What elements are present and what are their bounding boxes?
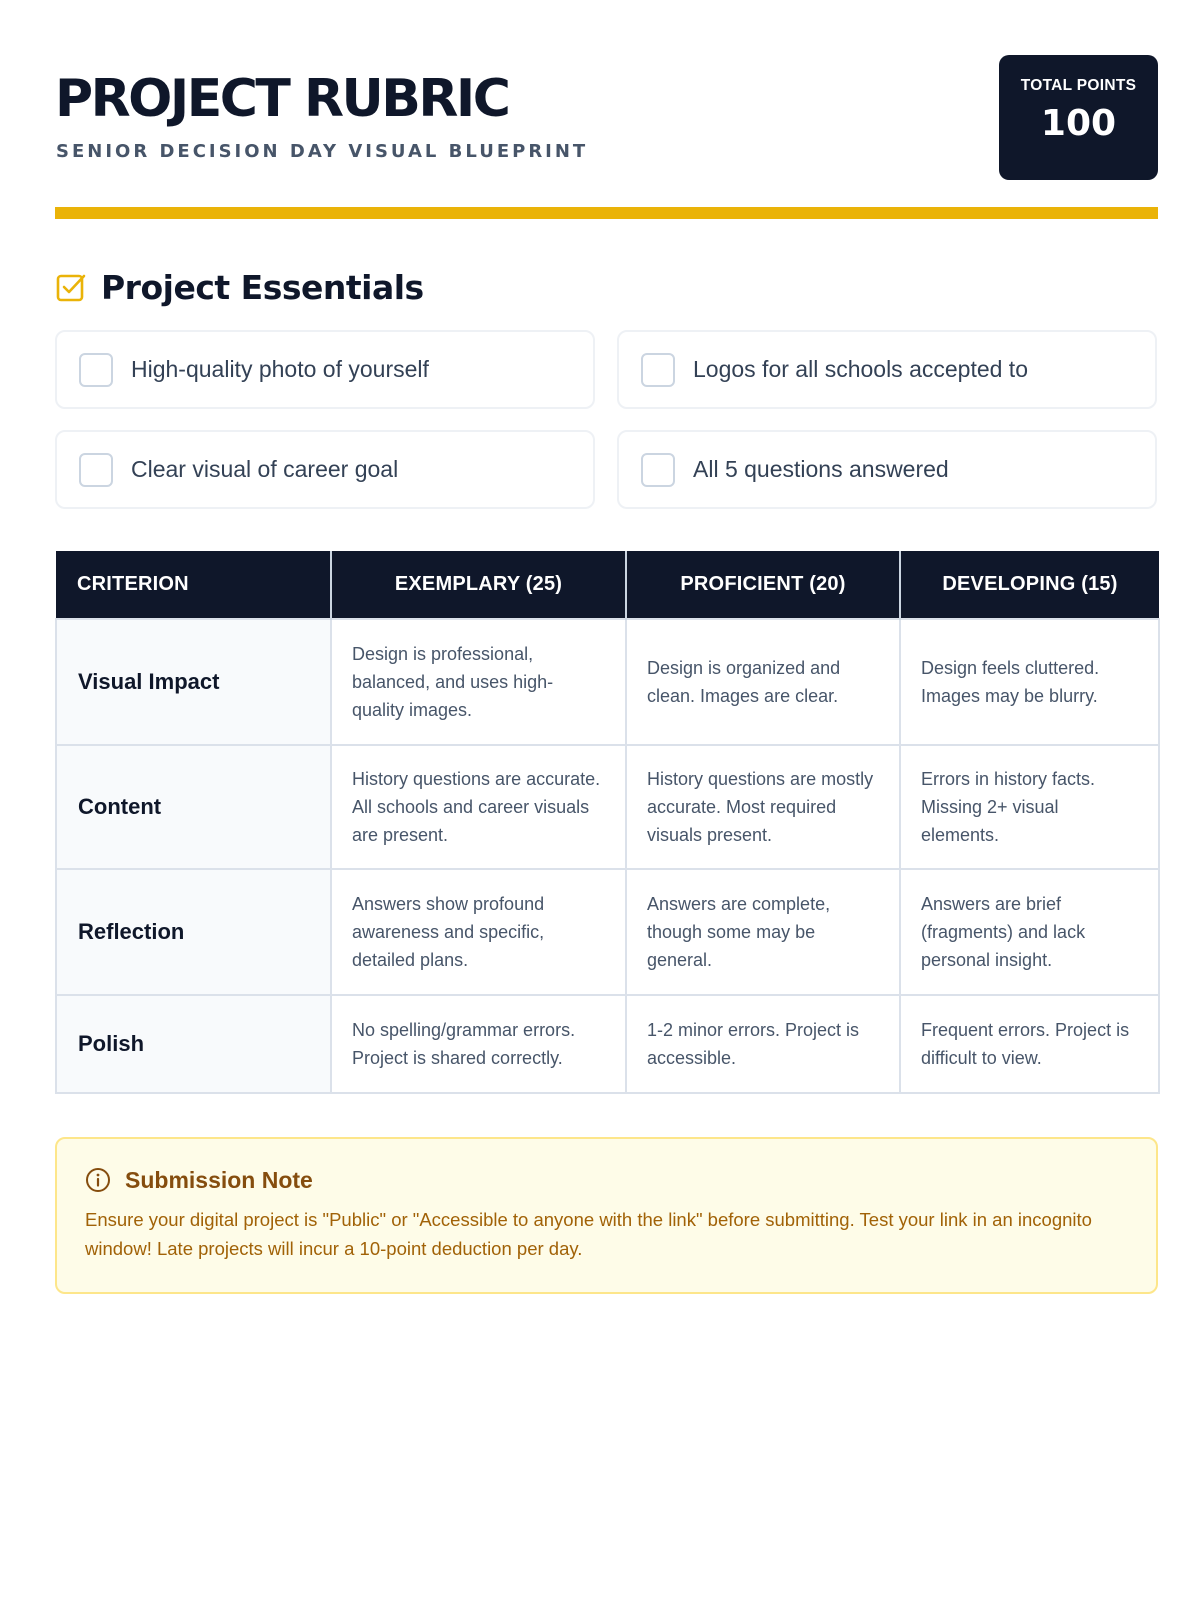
checklist-label: High-quality photo of yourself: [131, 356, 429, 382]
criterion-cell: Polish: [56, 995, 331, 1093]
checkbox[interactable]: [79, 453, 113, 487]
exemplary-cell: History questions are accurate. All schools and career visuals are present.: [331, 745, 626, 869]
submission-note-title: Submission Note: [125, 1166, 313, 1193]
table-row: [56, 619, 1159, 745]
rubric-table: [55, 551, 1160, 1094]
header-exemplary: EXEMPLARY (25): [331, 551, 626, 619]
rubric-header-row: [56, 551, 1159, 619]
table-row: [56, 995, 1159, 1093]
developing-cell: Errors in history facts. Missing 2+ visual elements.: [900, 745, 1159, 869]
page-subtitle: SENIOR DECISION DAY VISUAL BLUEPRINT: [56, 141, 589, 162]
table-row: [56, 745, 1159, 869]
checklist-item-photo[interactable]: [55, 330, 595, 409]
criterion-cell: Content: [56, 745, 331, 869]
checklist-label: Clear visual of career goal: [131, 456, 399, 482]
developing-cell: Frequent errors. Project is difficult to view.: [900, 995, 1159, 1093]
header-criterion: CRITERION: [56, 551, 331, 619]
checklist-label: Logos for all schools accepted to: [693, 356, 1028, 382]
checkbox[interactable]: [641, 353, 675, 387]
submission-note-body: Ensure your digital project is "Public" or "Accessible to anyone with the link" before submitting. Test your link in an incognito window! Late projects will incur a 10-point deduction per day.: [85, 1209, 1092, 1259]
header-developing: DEVELOPING (15): [900, 551, 1159, 619]
essentials-heading: [55, 265, 424, 309]
total-points-label: TOTAL POINTS: [1020, 77, 1137, 94]
checkbox[interactable]: [641, 453, 675, 487]
exemplary-cell: No spelling/grammar errors. Project is shared correctly.: [331, 995, 626, 1093]
criterion-cell: Visual Impact: [56, 619, 331, 745]
submission-note: [55, 1137, 1158, 1294]
proficient-cell: Design is organized and clean. Images are clear.: [626, 619, 900, 745]
checkbox-checked-icon: [55, 271, 87, 303]
checkbox[interactable]: [79, 353, 113, 387]
checklist-item-questions[interactable]: [617, 430, 1157, 509]
header-divider: [55, 207, 1158, 219]
proficient-cell: History questions are mostly accurate. Most required visuals present.: [626, 745, 900, 869]
criterion-cell: Reflection: [56, 869, 331, 995]
checklist-item-career-goal[interactable]: [55, 430, 595, 509]
exemplary-cell: Answers show profound awareness and specific, detailed plans.: [331, 869, 626, 995]
developing-cell: Design feels cluttered. Images may be blurry.: [900, 619, 1159, 745]
info-icon: [85, 1167, 111, 1193]
header-proficient: PROFICIENT (20): [626, 551, 900, 619]
total-points-value: 100: [1040, 103, 1117, 144]
total-points-badge: [999, 55, 1158, 180]
exemplary-cell: Design is professional, balanced, and uses high-quality images.: [331, 619, 626, 745]
proficient-cell: Answers are complete, though some may be general.: [626, 869, 900, 995]
developing-cell: Answers are brief (fragments) and lack personal insight.: [900, 869, 1159, 995]
submission-note-heading: [85, 1165, 1128, 1195]
checklist-item-logos[interactable]: [617, 330, 1157, 409]
page-header: [55, 55, 1158, 207]
checklist-label: All 5 questions answered: [693, 456, 949, 482]
table-row: [56, 869, 1159, 995]
essentials-title: Project Essentials: [101, 267, 424, 307]
proficient-cell: 1-2 minor errors. Project is accessible.: [626, 995, 900, 1093]
rubric-page: [55, 55, 1158, 1259]
page-title: PROJECT RUBRIC: [55, 69, 509, 129]
